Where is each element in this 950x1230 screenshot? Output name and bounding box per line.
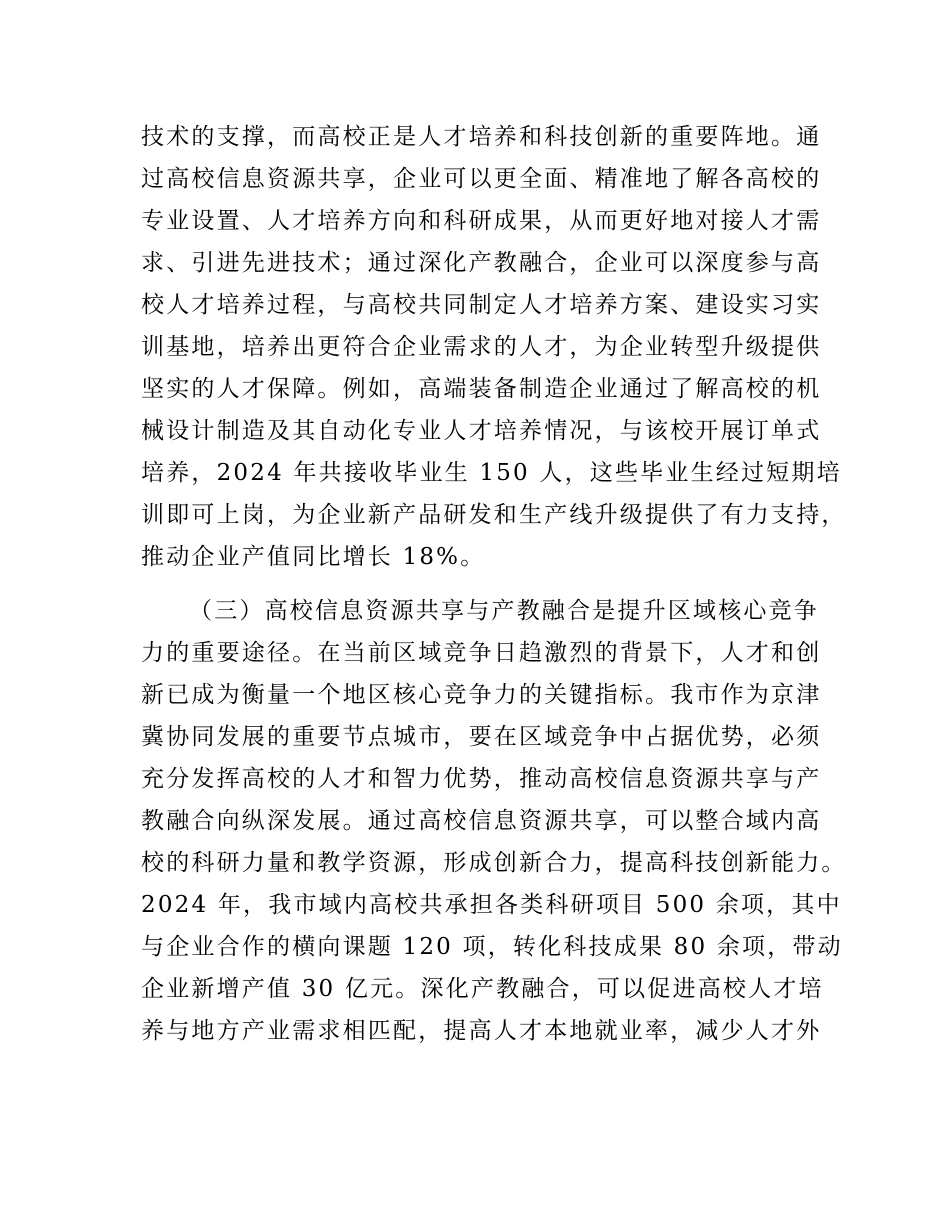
paragraph-line: 技术的支撑，而高校正是人才培养和科技创新的重要阵地。通 (141, 124, 822, 150)
paragraph-line: 训即可上岗，为企业新产品研发和生产线升级提供了有力支持， (141, 502, 847, 528)
paragraph-line: 坚实的人才保障。例如，高端装备制造企业通过了解高校的机 (141, 376, 822, 402)
paragraph-line: 教融合向纵深发展。通过高校信息资源共享，可以整合域内高 (141, 808, 822, 834)
paragraph-line: 求、引进先进技术；通过深化产教融合，企业可以深度参与高 (141, 250, 822, 276)
paragraph-line: 专业设置、人才培养方向和科研成果，从而更好地对接人才需 (141, 208, 822, 234)
paragraph-line: 充分发挥高校的人才和智力优势，推动高校信息资源共享与产 (141, 766, 822, 792)
paragraph-line: 企业新增产值 30 亿元。深化产教融合，可以促进高校人才培 (141, 976, 824, 1002)
paragraph-line: 过高校信息资源共享，企业可以更全面、精准地了解各高校的 (141, 166, 822, 192)
paragraph-line: 校的科研力量和教学资源，形成创新合力，提高科技创新能力。 (141, 850, 847, 876)
paragraph-line: 2024 年，我市域内高校共承担各类科研项目 500 余项，其中 (141, 892, 842, 918)
paragraph-line: 校人才培养过程，与高校共同制定人才培养方案、建设实习实 (141, 292, 822, 318)
paragraph-line: 养与地方产业需求相匹配，提高人才本地就业率，减少人才外 (141, 1018, 822, 1044)
paragraph-line: 训基地，培养出更符合企业需求的人才，为企业转型升级提供 (141, 334, 822, 360)
section-heading-line: （三）高校信息资源共享与产教融合是提升区域核心竞争 (189, 598, 819, 624)
paragraph-line: 力的重要途径。在当前区域竞争日趋激烈的背景下，人才和创 (141, 640, 822, 666)
paragraph-line: 械设计制造及其自动化专业人才培养情况，与该校开展订单式 (141, 418, 822, 444)
paragraph-line: 培养，2024 年共接收毕业生 150 人，这些毕业生经过短期培 (141, 460, 842, 486)
paragraph-line: 新已成为衡量一个地区核心竞争力的关键指标。我市作为京津 (141, 682, 822, 708)
paragraph-line: 冀协同发展的重要节点城市，要在区域竞争中占据优势，必须 (141, 724, 822, 750)
paragraph-line: 推动企业产值同比增长 18%。 (141, 544, 486, 570)
paragraph-line: 与企业合作的横向课题 120 项，转化科技成果 80 余项，带动 (141, 934, 843, 960)
